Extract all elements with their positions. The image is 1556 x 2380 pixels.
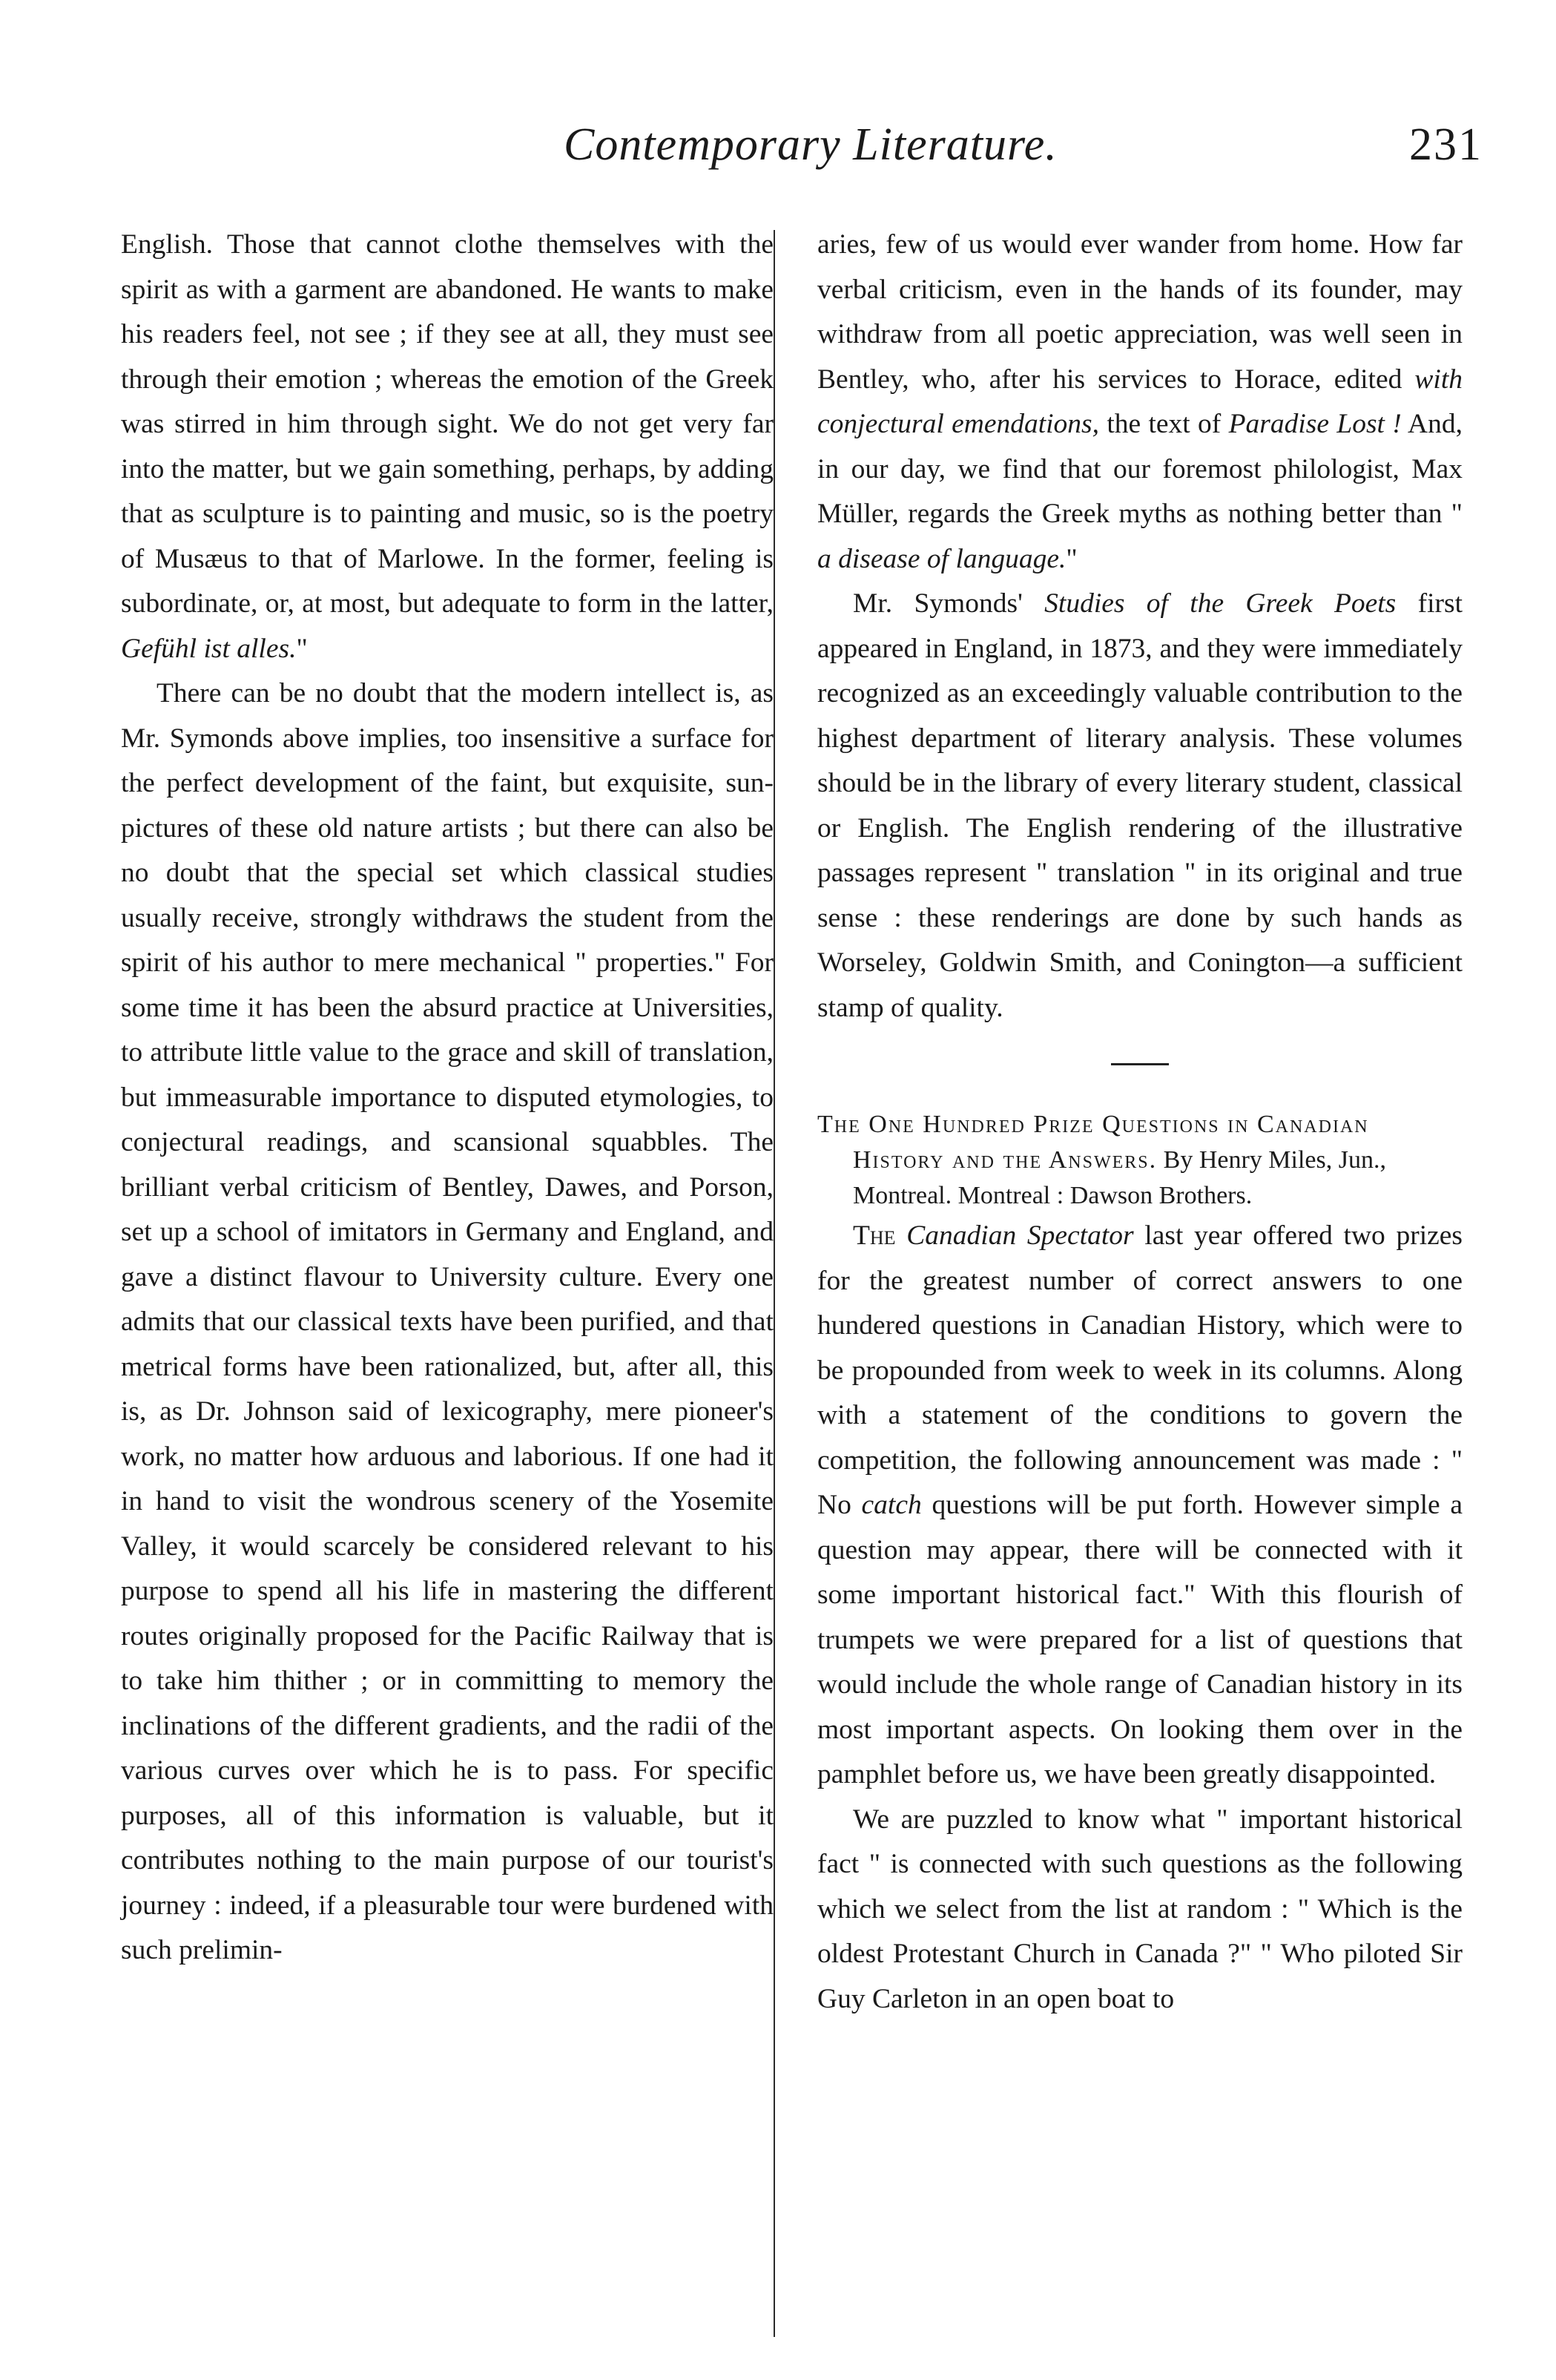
review-title: The One Hundred Prize Questions in Canadian History and the Answers. — [817, 1111, 1369, 1174]
running-title: Contemporary Literature. — [564, 119, 1058, 170]
column-rule — [774, 230, 775, 2337]
lead-word: The — [853, 1220, 896, 1251]
italic-phrase: catch — [861, 1490, 922, 1520]
right-paragraph-1 — [817, 223, 1463, 582]
page-number: 231 — [1409, 119, 1483, 170]
text-run: " — [296, 633, 308, 664]
left-paragraph-1 — [121, 223, 774, 671]
italic-phrase: a disease of language. — [817, 543, 1067, 574]
text-run: There can be no doubt that the modern intellect is, as Mr. Symonds above implies, too insensitive a surface for the perfect development of the faint, but exquisite, sun-pictures of these old nature artists ; but there can also be no doubt that the special set which classical studies usually receive, strongly withdraws the student from the spirit of his author to mere mechanical " properties." For some time it has been the absurd practice at Universities, to attribute little value to the grace and skill of translation, but immeasurable importance to disputed etymologies, to conjectural readings, and scansional squabbles. The brilliant verbal criticism of Bentley, Dawes, and Porson, set up a school of imitators in Germany and England, and gave a distinct flavour to University culture. Every one admits that our classical texts have been purified, and that metrical forms have been rationalized, but, after all, this is, as Dr. Johnson said of lexicography, mere pioneer's work, no matter how arduous and laborious. If one had it in hand to visit the wondrous scenery of the Yosemite Valley, it would scarcely be considered relevant to his purpose to spend all his life in mastering the different routes originally proposed for the Pacific Railway that is to take him thither ; or in committing to memory the inclinations of the different gradients, and the radii of the various curves over which he is to pass. For specific purposes, all of this information is valuable, but it contributes nothing to the main purpose of our tourist's journey : indeed, if a pleasurable tour were burdened with such prelimin- — [121, 678, 774, 1965]
left-column — [121, 223, 774, 1973]
text-run: questions will be put forth. However simple a question may appear, there will be connected with it some important historical fact." With this flourish of trumpets we were prepared for a list of questions that would include the whole range of Canadian history in its most important aspects. On looking them over in the pamphlet before us, we have been greatly disappointed. — [817, 1490, 1463, 1789]
right-paragraph-2 — [817, 582, 1463, 1030]
right-paragraph-4 — [817, 1798, 1463, 2022]
italic-phrase: Gefühl ist alles. — [121, 633, 297, 664]
review-byline: By Henry Miles, Jun., Montreal. Montreal : Dawson Brothers. — [853, 1146, 1386, 1209]
italic-phrase: with conjectural emendations, — [817, 364, 1463, 439]
right-paragraph-3 — [817, 1214, 1463, 1798]
italic-phrase: Canadian Spectator — [906, 1220, 1134, 1251]
review-heading — [817, 1107, 1463, 1214]
left-paragraph-2 — [121, 671, 774, 1973]
text-run: And, in our day, we find that our foremost philologist, Max Müller, regards the Greek myths as nothing better than " — [817, 409, 1463, 529]
text-run: the text of — [1099, 409, 1229, 439]
section-divider — [1111, 1063, 1169, 1065]
text-run: Mr. Symonds' — [853, 588, 1045, 619]
text-run: English. Those that cannot clothe themselves with the spirit as with a garment are abandoned. He wants to make his readers feel, not see ; if they see at all, they must see through their emotion ; whereas the emotion of the Greek was stirred in him through sight. We do not get very far into the matter, but we gain something, perhaps, by adding that as sculpture is to painting and music, so is the poetry of Musæus to that of Marlowe. In the former, feeling is subordinate, or, at most, but adequate to form in the latter, — [121, 229, 774, 619]
italic-phrase: Paradise Lost ! — [1228, 409, 1402, 439]
text-run: last year offered two prizes for the greatest number of correct answers to one hundered questions in Canadian History, which were to be propounded from week to week in its columns. Along with a statement of the conditions to govern the competition, the following announcement was made : " No — [817, 1220, 1463, 1520]
italic-phrase: Studies of the Greek Poets — [1044, 588, 1397, 619]
right-column — [817, 223, 1463, 2022]
text-run: We are puzzled to know what " important historical fact " is connected with such questions as the following which we select from the list at random : " Which is the oldest Protestant Church in Canada ?" " Who piloted Sir Guy Carleton in an open boat to — [817, 1804, 1463, 2014]
text-run: first appeared in England, in 1873, and they were immediately recognized as an exceedingly valuable contribution to the highest department of literary analysis. These volumes should be in the library of every literary student, classical or English. The English rendering of the illustrative passages represent " translation " in its original and true sense : these renderings are done by such hands as Worseley, Goldwin Smith, and Conington—a sufficient stamp of quality. — [817, 588, 1463, 1023]
text-run: " — [1066, 543, 1078, 574]
running-head — [0, 119, 1556, 178]
text-run: aries, few of us would ever wander from home. How far verbal criticism, even in the hands of its founder, may withdraw from all poetic appreciation, was well seen in Bentley, who, after his services to Horace, edited — [817, 229, 1463, 395]
